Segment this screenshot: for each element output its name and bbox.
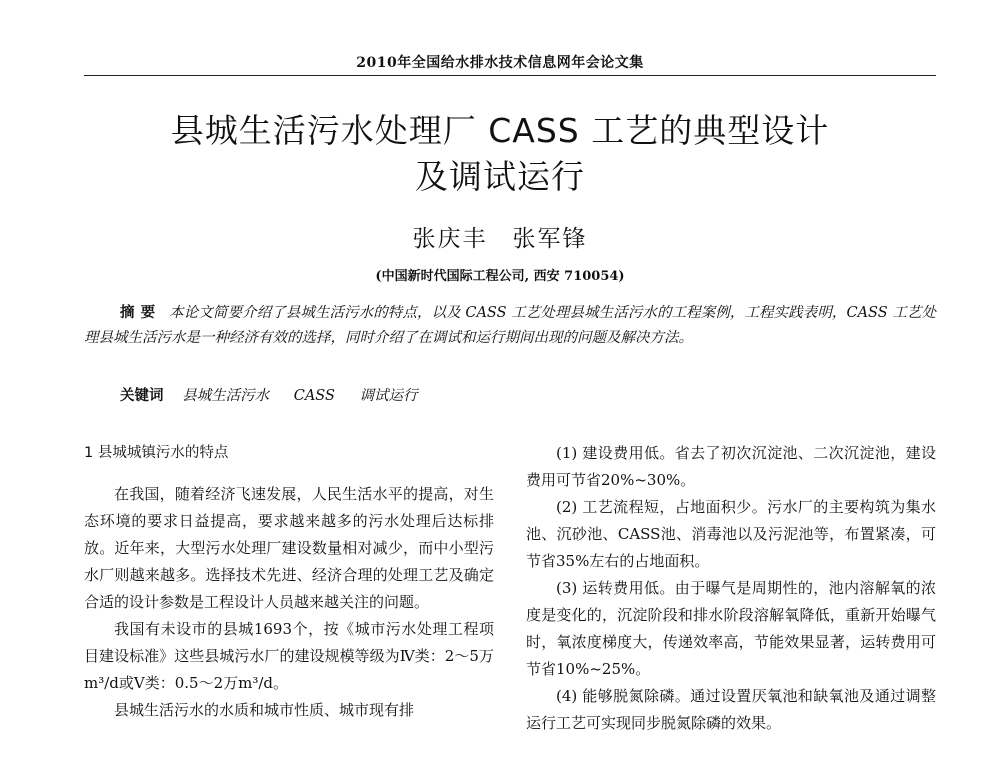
abstract-block [84, 300, 936, 351]
keyword-item: 县城生活污水 [182, 388, 270, 404]
keywords-label: 关键词 [120, 387, 164, 404]
title-line-2: 及调试运行 [415, 157, 585, 196]
keywords-block [120, 383, 936, 409]
section-heading: 1 县城城镇污水的特点 [84, 445, 229, 461]
body-paragraph: (2) 工艺流程短，占地面积少。污水厂的主要构筑为集水池、沉砂池、CASS池、消毒池以及污泥池等，布置紧凑，可节省35%左右的占地面积。 [526, 498, 936, 570]
abstract-text: 本论文简要介绍了县城生活污水的特点，以及 CASS 工艺处理县城生活污水的工程案例，工程实践表明，CASS 工艺处理县城生活污水是一种经济有效的选择，同时介绍了在调试和运行期间出现的问题及解决方法。 [84, 305, 936, 346]
body-paragraph: 我国有未设市的县城1693个，按《城市污水处理工程项目建设标准》这些县城污水厂的建设规模等级为Ⅳ类：2～5万m³/d或Ⅴ类：0.5～2万m³/d。 [84, 620, 494, 692]
paper-title [0, 108, 1000, 200]
body-paragraph: 在我国，随着经济飞速发展，人民生活水平的提高，对生态环境的要求日益提高，要求越来越多的污水处理后达标排放。近年来，大型污水处理厂建设数量相对减少，而中小型污水厂则越来越多。选择技术先进、经济合理的处理工艺及确定合适的设计参数是工程设计人员越来越关注的问题。 [84, 485, 494, 611]
body-paragraph: (4) 能够脱氮除磷。通过设置厌氧池和缺氧池及通过调整运行工艺可实现同步脱氮除磷的效果。 [526, 687, 936, 732]
body-column-left [84, 440, 494, 724]
keyword-item: 调试运行 [359, 388, 418, 404]
abstract-paragraph [84, 300, 936, 351]
keyword-item: CASS [293, 388, 335, 404]
body-paragraph: (1) 建设费用低。省去了初次沉淀池、二次沉淀池，建设费用可节省20%~30%。 [526, 444, 936, 489]
running-header: 2010年全国给水排水技术信息网年会论文集 [356, 55, 644, 71]
header-divider [84, 75, 936, 76]
author-affiliation: (中国新时代国际工程公司, 西安 710054) [375, 269, 625, 284]
body-paragraph: (3) 运转费用低。由于曝气是周期性的，池内溶解氧的浓度是变化的，沉淀阶段和排水阶段溶解氧降低，重新开始曝气时，氧浓度梯度大，传递效率高，节能效果显著，运转费用可节省10%~25%。 [526, 579, 936, 678]
author-list: 张庆丰 张军锋 [412, 226, 588, 252]
body-paragraph: 县城生活污水的水质和城市性质、城市现有排 [114, 701, 415, 719]
abstract-label: 摘要 [120, 304, 162, 321]
title-line-1: 县城生活污水处理厂 CASS 工艺的典型设计 [170, 111, 830, 150]
body-column-right [526, 440, 936, 737]
